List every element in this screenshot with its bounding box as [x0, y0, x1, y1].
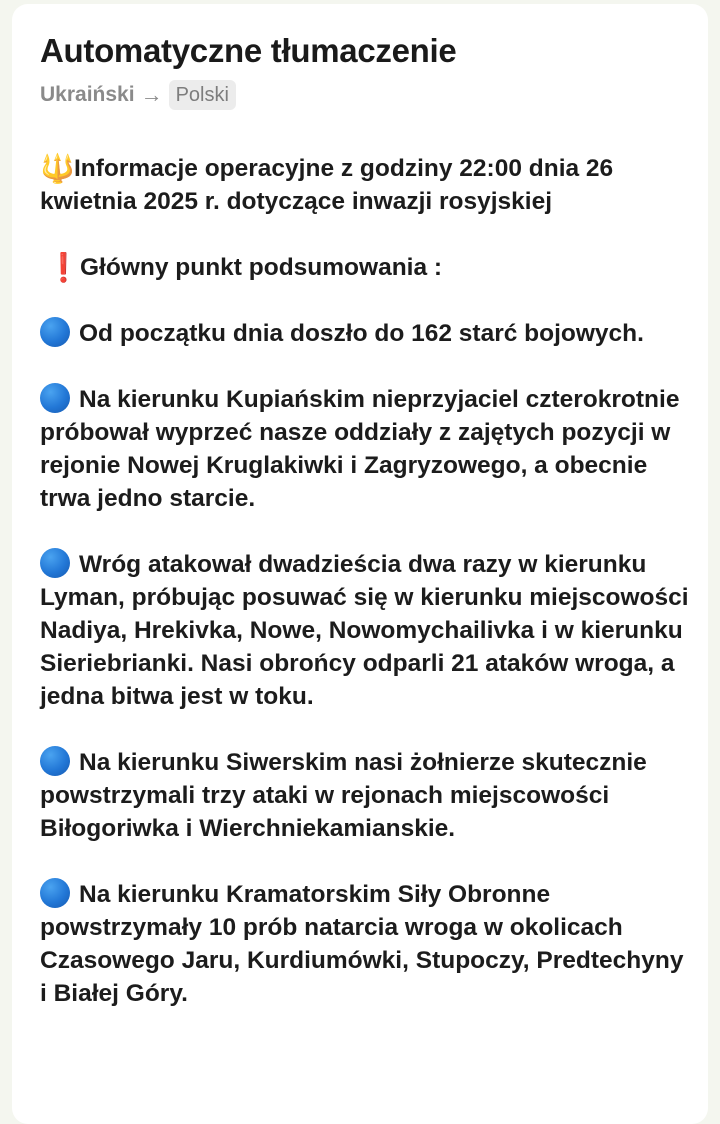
list-item	[40, 548, 692, 713]
translation-header	[40, 30, 688, 110]
blue-circle-icon	[40, 383, 70, 413]
list-item-text: Na kierunku Kramatorskim Siły Obronne powstrzymały 10 prób natarcia wroga w okolicach Czasowego Jaru, Kurdiumówki, Stupoczy, Predtechyny i Białej Góry.	[40, 881, 684, 1007]
language-row	[40, 80, 688, 110]
list-item-text: Wróg atakował dwadzieścia dwa razy w kierunku Lyman, próbując posuwać się w kierunku miejscowości Nadiya, Hrekivka, Nowe, Nowomychailivka i w kierunku Sieriebrianki. Nasi obrońcy odparli 21 ataków wroga, a jedna bitwa jest w toku.	[40, 551, 689, 710]
blue-circle-icon	[40, 746, 70, 776]
intro-text: Informacje operacyjne z godziny 22:00 dnia 26 kwietnia 2025 r. dotyczące inwazji rosyjskiej	[40, 155, 614, 215]
exclamation-icon: ❗	[46, 252, 81, 283]
blue-circle-icon	[40, 878, 70, 908]
list-item-text: Na kierunku Siwerskim nasi żołnierze skutecznie powstrzymali trzy ataki w rejonach miejscowości Biłogoriwka i Wierchniekamianskie.	[40, 749, 647, 842]
list-item-text: Na kierunku Kupiańskim nieprzyjaciel czterokrotnie próbował wyprzeć nasze oddziały z zajętych pozycji w rejonie Nowej Kruglakiwki i Zagryzowego, a obecnie trwa jedno starcie.	[40, 386, 680, 512]
intro-paragraph	[40, 152, 692, 218]
list-item	[40, 383, 692, 515]
target-language-chip[interactable]: Polski	[169, 80, 236, 110]
summary-heading-paragraph	[40, 251, 692, 284]
arrow-right-icon: →	[140, 82, 163, 107]
summary-heading: Główny punkt podsumowania :	[80, 254, 443, 281]
translated-post-text	[40, 152, 692, 1043]
translation-title: Automatyczne tłumaczenie	[40, 32, 457, 69]
source-language[interactable]: Ukraiński	[40, 83, 135, 106]
list-item	[40, 878, 692, 1010]
list-item-text: Od początku dnia doszło do 162 starć bojowych.	[79, 320, 644, 347]
translation-card	[12, 4, 708, 1124]
trident-icon: 🔱	[40, 153, 75, 184]
blue-circle-icon	[40, 317, 70, 347]
list-item	[40, 317, 692, 350]
blue-circle-icon	[40, 548, 70, 578]
list-item	[40, 746, 692, 845]
